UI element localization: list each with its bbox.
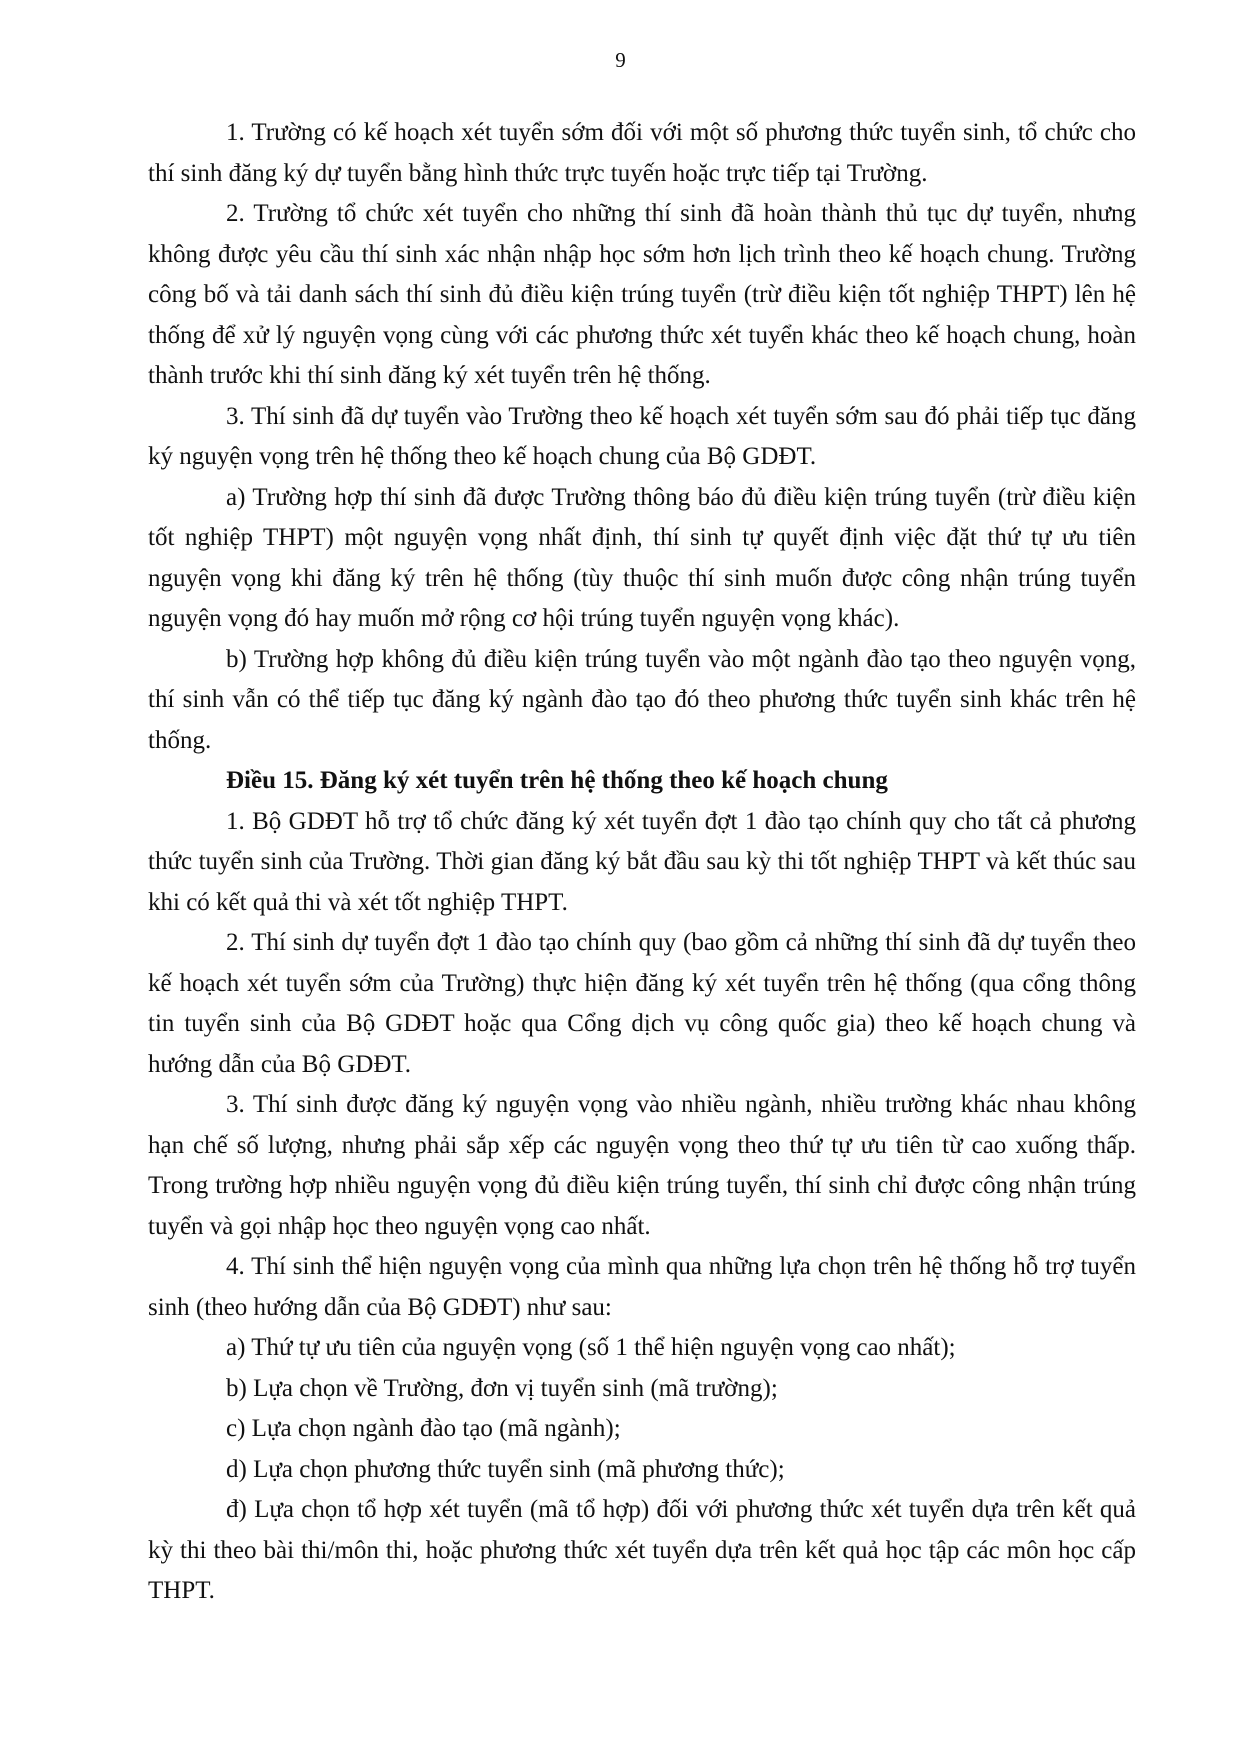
document-body <box>148 113 1136 1612</box>
paragraph: b) Lựa chọn về Trường, đơn vị tuyển sinh (mã trường); <box>226 1374 778 1402</box>
paragraph: a) Thứ tự ưu tiên của nguyện vọng (số 1 thể hiện nguyện vọng cao nhất); <box>226 1334 956 1361</box>
paragraph: b) Trường hợp không đủ điều kiện trúng tuyển vào một ngành đào tạo theo nguyện vọng, thí sinh vẫn có thể tiếp tục đăng ký ngành đào tạo đó theo phương thức tuyển sinh khác trên hệ thống. <box>148 645 1136 754</box>
paragraph: 1. Trường có kế hoạch xét tuyển sớm đối với một số phương thức tuyển sinh, tổ chức cho thí sinh đăng ký dự tuyển bằng hình thức trực tuyến hoặc trực tiếp tại Trường. <box>148 119 1136 187</box>
paragraph: d) Lựa chọn phương thức tuyển sinh (mã phương thức); <box>226 1455 785 1483</box>
paragraph: c) Lựa chọn ngành đào tạo (mã ngành); <box>226 1415 621 1442</box>
paragraph: 3. Thí sinh đã dự tuyển vào Trường theo kế hoạch xét tuyển sớm sau đó phải tiếp tục đăng ký nguyện vọng trên hệ thống theo kế hoạch chung của Bộ GDĐT. <box>148 402 1136 470</box>
page-number: 9 <box>615 48 626 72</box>
paragraph: a) Trường hợp thí sinh đã được Trường thông báo đủ điều kiện trúng tuyển (trừ điều kiện tốt nghiệp THPT) một nguyện vọng nhất định, thí sinh tự quyết định việc đặt thứ tự ưu tiên nguyện vọng khi đăng ký trên hệ thống (tùy thuộc thí sinh muốn được công nhận trúng tuyển nguyện vọng đó hay muốn mở rộng cơ hội trúng tuyển nguyện vọng khác). <box>148 483 1136 632</box>
paragraph: đ) Lựa chọn tổ hợp xét tuyển (mã tổ hợp) đối với phương thức xét tuyển dựa trên kết quả kỳ thi theo bài thi/môn thi, hoặc phương thức xét tuyển dựa trên kết quả học tập các môn học cấp THPT. <box>148 1496 1136 1604</box>
paragraph: 2. Trường tổ chức xét tuyển cho những thí sinh đã hoàn thành thủ tục dự tuyển, nhưng không được yêu cầu thí sinh xác nhận nhập học sớm hơn lịch trình theo kế hoạch chung. Trường công bố và tải danh sách thí sinh đủ điều kiện trúng tuyển (trừ điều kiện tốt nghiệp THPT) lên hệ thống để xử lý nguyện vọng cùng với các phương thức xét tuyển khác theo kế hoạch chung, hoàn thành trước khi thí sinh đăng ký xét tuyển trên hệ thống. <box>148 200 1136 389</box>
paragraph: 4. Thí sinh thể hiện nguyện vọng của mình qua những lựa chọn trên hệ thống hỗ trợ tuyển sinh (theo hướng dẫn của Bộ GDĐT) như sau: <box>148 1253 1136 1321</box>
paragraph: 3. Thí sinh được đăng ký nguyện vọng vào nhiều ngành, nhiều trường khác nhau không hạn chế số lượng, nhưng phải sắp xếp các nguyện vọng theo thứ tự ưu tiên từ cao xuống thấp. Trong trường hợp nhiều nguyện vọng đủ điều kiện trúng tuyển, thí sinh chỉ được công nhận trúng tuyển và gọi nhập học theo nguyện vọng cao nhất. <box>148 1091 1136 1240</box>
paragraph: 1. Bộ GDĐT hỗ trợ tổ chức đăng ký xét tuyển đợt 1 đào tạo chính quy cho tất cả phương thức tuyển sinh của Trường. Thời gian đăng ký bắt đầu sau kỳ thi tốt nghiệp THPT và kết thúc sau khi có kết quả thi và xét tốt nghiệp THPT. <box>148 807 1136 916</box>
paragraph: 2. Thí sinh dự tuyển đợt 1 đào tạo chính quy (bao gồm cả những thí sinh đã dự tuyển theo kế hoạch xét tuyển sớm của Trường) thực hiện đăng ký xét tuyển trên hệ thống (qua cổng thông tin tuyển sinh của Bộ GDĐT hoặc qua Cổng dịch vụ công quốc gia) theo kế hoạch chung và hướng dẫn của Bộ GDĐT. <box>148 929 1136 1078</box>
section-heading: Điều 15. Đăng ký xét tuyển trên hệ thống theo kế hoạch chung <box>226 767 888 794</box>
